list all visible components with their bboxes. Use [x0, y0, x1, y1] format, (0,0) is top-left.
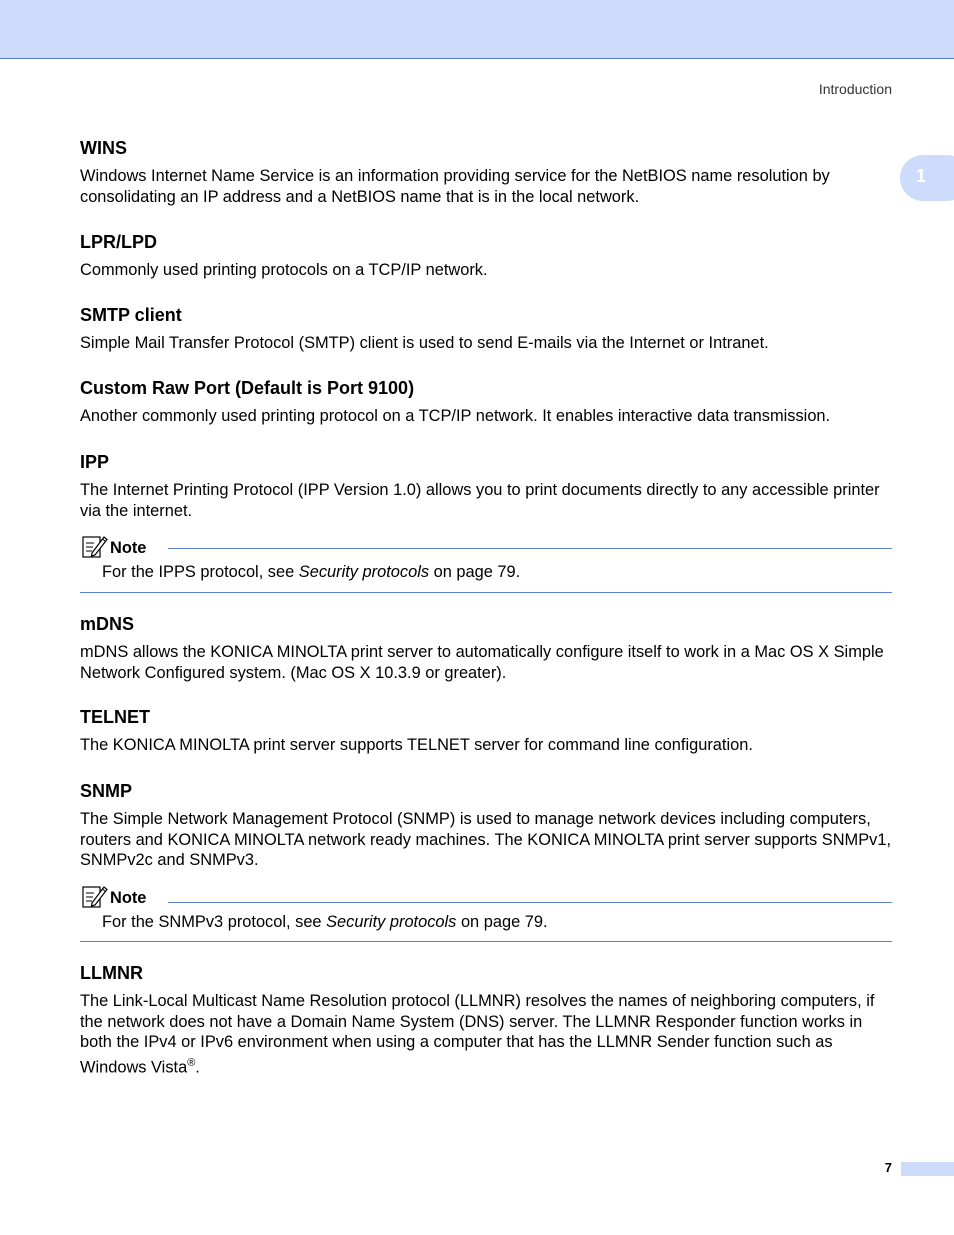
section-title: SNMP: [80, 781, 133, 801]
note-label: Note: [110, 539, 147, 557]
note-link[interactable]: Security protocols: [298, 563, 430, 581]
section-title: Custom Raw Port (Default is Port 9100): [80, 378, 415, 398]
section-ipp: [80, 451, 892, 521]
section-title: LLMNR: [80, 963, 143, 983]
section-wins: [80, 137, 892, 207]
note-bottom-rule: [80, 592, 892, 593]
note-text: For the IPPS protocol, see Security protocols on page 79.: [102, 563, 521, 581]
header-band: [0, 0, 954, 59]
section-llmnr: [80, 962, 892, 1077]
footer-band: [901, 1162, 954, 1176]
section-body: The Simple Network Management Protocol (SNMP) is used to manage network devices including computers, routers and KONICA MINOLTA network ready machines. The KONICA MINOLTA print server supports SNMPv1, SNMPv2c and SNMPv3.: [80, 810, 892, 869]
page-number: 7: [884, 1160, 892, 1175]
running-title: Introduction: [818, 81, 892, 97]
note-top-rule: [168, 902, 892, 903]
section-custom-raw-port: [80, 377, 892, 427]
chapter-tab: [900, 155, 954, 201]
note-snmpv3: [80, 884, 892, 942]
section-telnet: [80, 706, 892, 756]
section-mdns: [80, 613, 892, 683]
note-ipps: [80, 534, 892, 593]
section-body: The KONICA MINOLTA print server supports TELNET server for command line configuration.: [80, 736, 753, 754]
section-body: Windows Internet Name Service is an information providing service for the NetBIOS name resolution by consolidating an IP address and a NetBIOS name that is in the local network.: [80, 167, 830, 206]
section-body: The Link-Local Multicast Name Resolution protocol (LLMNR) resolves the names of neighboring computers, if the network does not have a Domain Name System (DNS) server. The LLMNR Responder function works in both the IPv4 or IPv6 environment when using a computer that has the LLMNR Sender function such as Windows Vista®.: [80, 992, 875, 1076]
note-pencil-icon: [82, 884, 108, 908]
section-snmp: [80, 780, 892, 871]
section-body: Simple Mail Transfer Protocol (SMTP) client is used to send E-mails via the Internet or Intranet.: [80, 334, 769, 352]
note-text: For the SNMPv3 protocol, see Security protocols on page 79.: [102, 913, 548, 931]
note-link[interactable]: Security protocols: [326, 913, 457, 931]
section-title: WINS: [80, 138, 127, 158]
section-body: mDNS allows the KONICA MINOLTA print server to automatically configure itself to work in a Mac OS X Simple Network Configured system. (Mac OS X 10.3.9 or greater).: [80, 643, 884, 682]
section-body: Another commonly used printing protocol on a TCP/IP network. It enables interactive data transmission.: [80, 407, 831, 425]
registered-mark: ®: [187, 1056, 196, 1069]
note-top-rule: [168, 548, 892, 549]
chapter-number: 1: [916, 166, 927, 186]
note-bottom-rule: [80, 941, 892, 942]
section-body: Commonly used printing protocols on a TCP/IP network.: [80, 261, 488, 279]
section-title: LPR/LPD: [80, 232, 158, 252]
section-smtp-client: [80, 304, 892, 354]
section-body: The Internet Printing Protocol (IPP Version 1.0) allows you to print documents directly to any accessible printer via the internet.: [80, 481, 880, 520]
note-pencil-icon: [82, 534, 108, 558]
section-title: IPP: [80, 452, 110, 472]
section-lpr-lpd: [80, 231, 892, 281]
section-title: mDNS: [80, 614, 135, 634]
note-label: Note: [110, 889, 147, 907]
section-title: SMTP client: [80, 305, 182, 325]
section-title: TELNET: [80, 707, 150, 727]
